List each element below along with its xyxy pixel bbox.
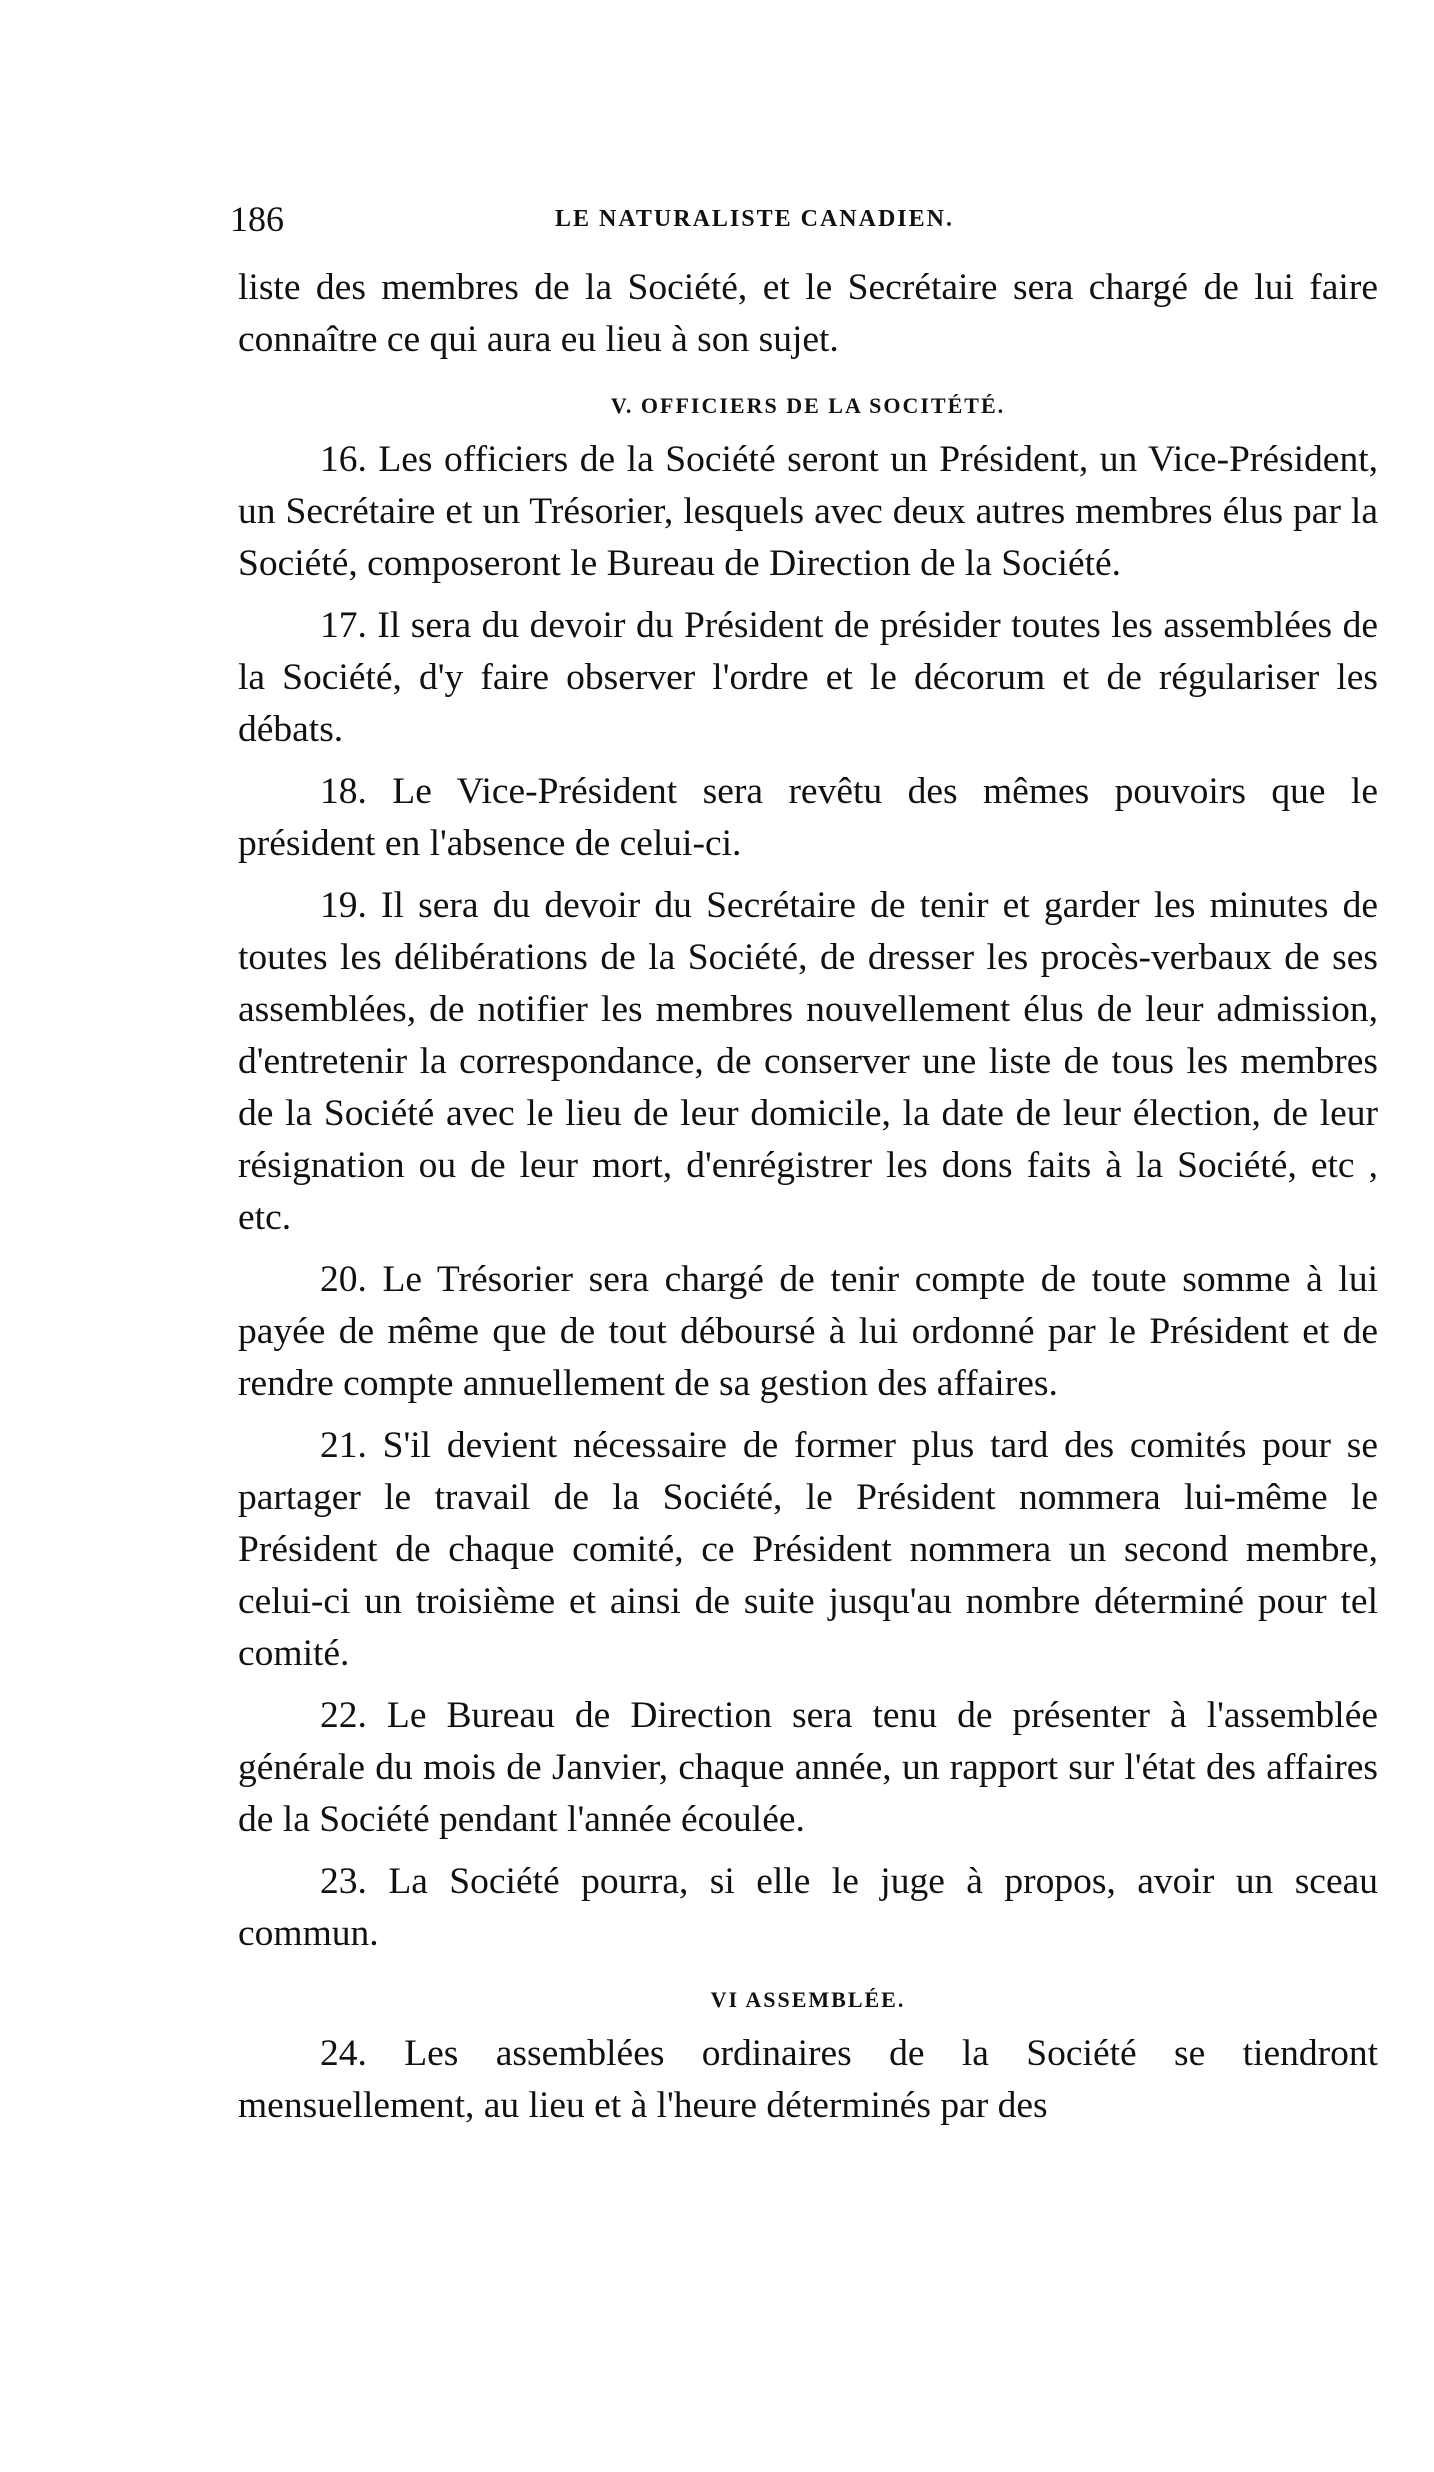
page-header: [230, 198, 1370, 248]
article-24: 24. Les assemblées ordinaires de la Société se tiendront mensuellement, au lieu et à l'heure déterminés par des: [238, 2033, 1378, 2126]
article-20: 20. Le Trésorier sera chargé de tenir compte de toute somme à lui payée de même que de tout déboursé à lui ordonné par le Président et de rendre compte annuellement de sa gestion des affaires.: [238, 1259, 1378, 1404]
article-18: 18. Le Vice-Président sera revêtu des mêmes pouvoirs que le président en l'absence de celui-ci.: [238, 771, 1378, 864]
article-22: 22. Le Bureau de Direction sera tenu de présenter à l'assemblée générale du mois de Janvier, chaque année, un rapport sur l'état des affaires de la Société pendant l'année écoulée.: [238, 1695, 1378, 1840]
running-title: LE NATURALISTE CANADIEN.: [555, 206, 954, 232]
article-21: 21. S'il devient nécessaire de former plus tard des comités pour se partager le travail de la Société, le Président nommera lui-même le Président de chaque comité, ce Président nommera un second membre, celui-ci un troisième et ainsi de suite jusqu'au nombre déterminé pour tel comité.: [238, 1425, 1378, 1674]
paragraph-continued: liste des membres de la Société, et le Secrétaire sera chargé de lui faire connaître ce qui aura eu lieu à son sujet.: [238, 267, 1378, 360]
article-23: 23. La Société pourra, si elle le juge à propos, avoir un sceau commun.: [238, 1861, 1378, 1954]
article-19: 19. Il sera du devoir du Secrétaire de tenir et garder les minutes de toutes les délibérations de la Société, de dresser les procès-verbaux de ses assemblées, de notifier les membres nouvellement élus de leur admission, d'entretenir la correspondance, de conserver une liste de tous les membres de la Société avec le lieu de leur domicile, la date de leur élection, de leur résignation ou de leur mort, d'enrégistrer les dons faits à la Société, etc , etc.: [238, 885, 1378, 1238]
article-16: 16. Les officiers de la Société seront un Président, un Vice-Président, un Secrétaire et un Trésorier, lesquels avec deux autres membres élus par la Société, composeront le Bureau de Direction de la Société.: [238, 439, 1378, 584]
page-number: 186: [230, 199, 284, 239]
section-heading-officers: V. OFFICIERS DE LA SOCITÉTÉ.: [610, 393, 1006, 418]
section-heading-assembly: VI ASSEMBLÉE.: [710, 1987, 906, 2012]
body-text: [238, 262, 1378, 2132]
article-17: 17. Il sera du devoir du Président de présider toutes les assemblées de la Société, d'y faire observer l'ordre et le décorum et de régulariser les débats.: [238, 605, 1378, 750]
